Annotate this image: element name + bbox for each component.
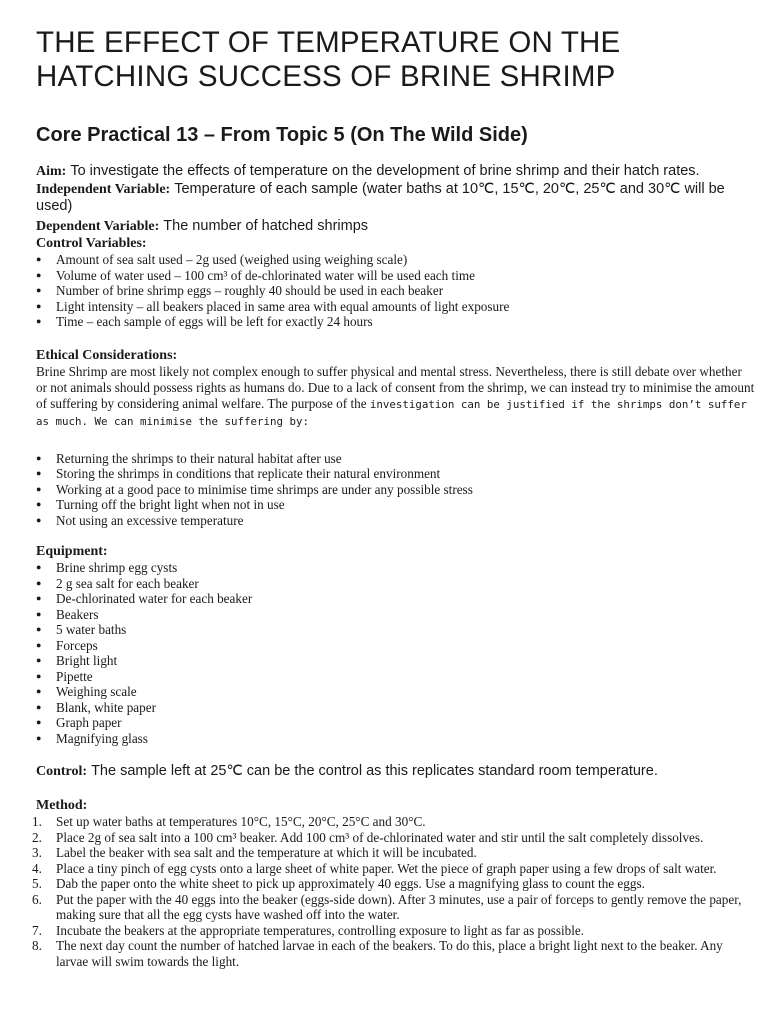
bullet-icon: ●: [36, 593, 42, 603]
bullet-icon: ●: [36, 608, 42, 619]
bullet-icon: ●: [36, 468, 42, 478]
aim-text: To investigate the effects of temperature on the development of brine shrimp and their hatch rates.: [70, 163, 700, 179]
dependent-variable-row: [36, 217, 756, 236]
bullet-icon: ●: [36, 316, 42, 326]
method-step: 8. The next day count the number of hatched larvae in each of the beakers. To do this, place a bright light next to the beaker. Any larvae will swim towards the light.: [32, 938, 723, 969]
list-item: ● Magnifying glass: [36, 730, 148, 746]
bullet-icon: ●: [36, 269, 42, 280]
page-title: THE EFFECT OF TEMPERATURE ON THE HATCHING SUCCESS OF BRINE SHRIMP: [36, 26, 621, 93]
independent-variable-text: Temperature of each sample (water baths at 10℃, 15℃, 20℃, 25℃ and 30℃ will be used): [36, 181, 725, 214]
method-heading: Method:: [36, 798, 88, 813]
method-step: 5. Dab the paper onto the white sheet to pick up approximately 40 eggs. Use a magnifying glass to count the eggs.: [32, 876, 645, 891]
aim-row: [36, 162, 756, 181]
list-item: ● Not using an excessive temperature: [36, 512, 244, 528]
list-item: ● Blank, white paper: [36, 699, 156, 715]
bullet-icon: ●: [36, 639, 42, 650]
ethical-paragraph-last-line: investigation can be justified if the shrimps don’t suffer as much. We can minimise the suffering by:: [36, 397, 747, 428]
bullet-icon: ●: [36, 285, 42, 295]
step-number: 8.: [32, 938, 42, 953]
method-step: 6. Put the paper with the 40 eggs into the beaker (eggs-side down). After 3 minutes, use a pair of forceps to gently remove the paper, making sure that all the egg cysts have washed off into the water.: [32, 891, 742, 922]
list-item: ● 5 water baths: [36, 622, 127, 637]
step-number: 7.: [32, 922, 42, 938]
list-item: ● Light intensity – all beakers placed in same area with equal amounts of light exposure: [36, 298, 510, 314]
bullet-icon: ●: [36, 717, 42, 727]
bullet-icon: ●: [36, 483, 42, 494]
bullet-icon: ●: [36, 670, 42, 681]
independent-variable-label: Independent Variable:: [36, 182, 171, 197]
bullet-icon: ●: [36, 655, 42, 665]
list-item: ● 2 g sea salt for each beaker: [36, 575, 199, 591]
list-item: ● Amount of sea salt used – 2g used (weighed using weighing scale): [36, 252, 408, 267]
document-body: [32, 162, 756, 969]
list-item: ● Number of brine shrimp eggs – roughly 40 should be used in each beaker: [36, 283, 444, 298]
list-item: ● Returning the shrimps to their natural habitat after use: [36, 450, 342, 466]
list-item: ● De-chlorinated water for each beaker: [36, 591, 253, 606]
method-step: 2. Place 2g of sea salt into a 100 cm³ beaker. Add 100 cm³ of de-chlorinated water and stir until the salt completely dissolves.: [32, 829, 704, 845]
control-label: Control:: [36, 764, 88, 779]
aim-label: Aim:: [36, 164, 67, 179]
dependent-variable-label: Dependent Variable:: [36, 219, 160, 234]
bullet-icon: ●: [36, 499, 42, 509]
page-subtitle: Core Practical 13 – From Topic 5 (On The Wild Side): [36, 124, 528, 146]
step-number: 1.: [32, 814, 42, 829]
bullet-icon: ●: [36, 701, 42, 712]
bullet-icon: ●: [36, 577, 42, 588]
bullet-icon: ●: [36, 254, 42, 264]
list-item: ● Working at a good pace to minimise time shrimps are under any possible stress: [36, 481, 473, 497]
equipment-list: [36, 560, 756, 746]
ethical-considerations-heading: Ethical Considerations:: [36, 347, 178, 363]
bullet-icon: ●: [36, 514, 42, 525]
list-item: ● Bright light: [36, 653, 118, 668]
list-item: ● Weighing scale: [36, 684, 137, 699]
bullet-icon: ●: [36, 686, 42, 696]
bullet-icon: ●: [36, 300, 42, 311]
ethical-paragraph: Brine Shrimp are most likely not complex enough to suffer physical and mental stress. Nevertheless, there is still debate over whether or not animals should possess rights as humans do. Due to a lack of consent from the shrimp, we can instead try to minimise the amount of suffering by considering animal welfare. The purpose of the investigation can be justified if the shrimps don’t suffer as much. We can minimise the suffering by:: [36, 363, 755, 428]
bullet-icon: ●: [36, 452, 42, 463]
bullet-icon: ●: [36, 732, 42, 743]
list-item: ● Pipette: [36, 668, 93, 684]
list-item: ● Time – each sample of eggs will be left for exactly 24 hours: [36, 314, 373, 329]
equipment-heading: Equipment:: [36, 544, 108, 559]
step-number: 5.: [32, 876, 42, 891]
bullet-icon: ●: [36, 562, 42, 572]
list-item: ● Graph paper: [36, 715, 122, 730]
list-item: ● Forceps: [36, 637, 98, 653]
control-text: The sample left at 25℃ can be the control as this replicates standard room temperature.: [91, 763, 658, 779]
method-step: 7. Incubate the beakers at the appropriate temperatures, controlling exposure to light as far as possible.: [32, 922, 585, 938]
list-item: ● Beakers: [36, 606, 99, 622]
step-number: 3.: [32, 845, 42, 860]
list-item: ● Volume of water used – 100 cm³ of de-chlorinated water will be used each time: [36, 267, 475, 283]
step-number: 2.: [32, 829, 42, 845]
list-item: ● Turning off the bright light when not in use: [36, 497, 285, 512]
step-number: 6.: [32, 891, 42, 907]
independent-variable-row: [36, 181, 756, 214]
method-step: 4. Place a tiny pinch of egg cysts onto a large sheet of white paper. Wet the piece of graph paper using a few drops of salt water.: [32, 860, 717, 876]
dependent-variable-text: The number of hatched shrimps: [163, 218, 369, 234]
control-variables-heading: Control Variables:: [36, 236, 147, 251]
list-item: ● Brine shrimp egg cysts: [36, 560, 178, 575]
method-step: 1. Set up water baths at temperatures 10°C, 15°C, 20°C, 25°C and 30°C.: [32, 814, 426, 829]
list-item: ● Storing the shrimps in conditions that replicate their natural environment: [36, 466, 441, 481]
method-steps: [32, 814, 756, 969]
step-number: 4.: [32, 860, 42, 876]
ethical-list: [36, 451, 756, 529]
control-variables-list: [36, 252, 756, 330]
bullet-icon: ●: [36, 624, 42, 634]
method-step: 3. Label the beaker with sea salt and the temperature at which it will be incubated.: [32, 845, 477, 860]
control-row: [36, 762, 756, 781]
